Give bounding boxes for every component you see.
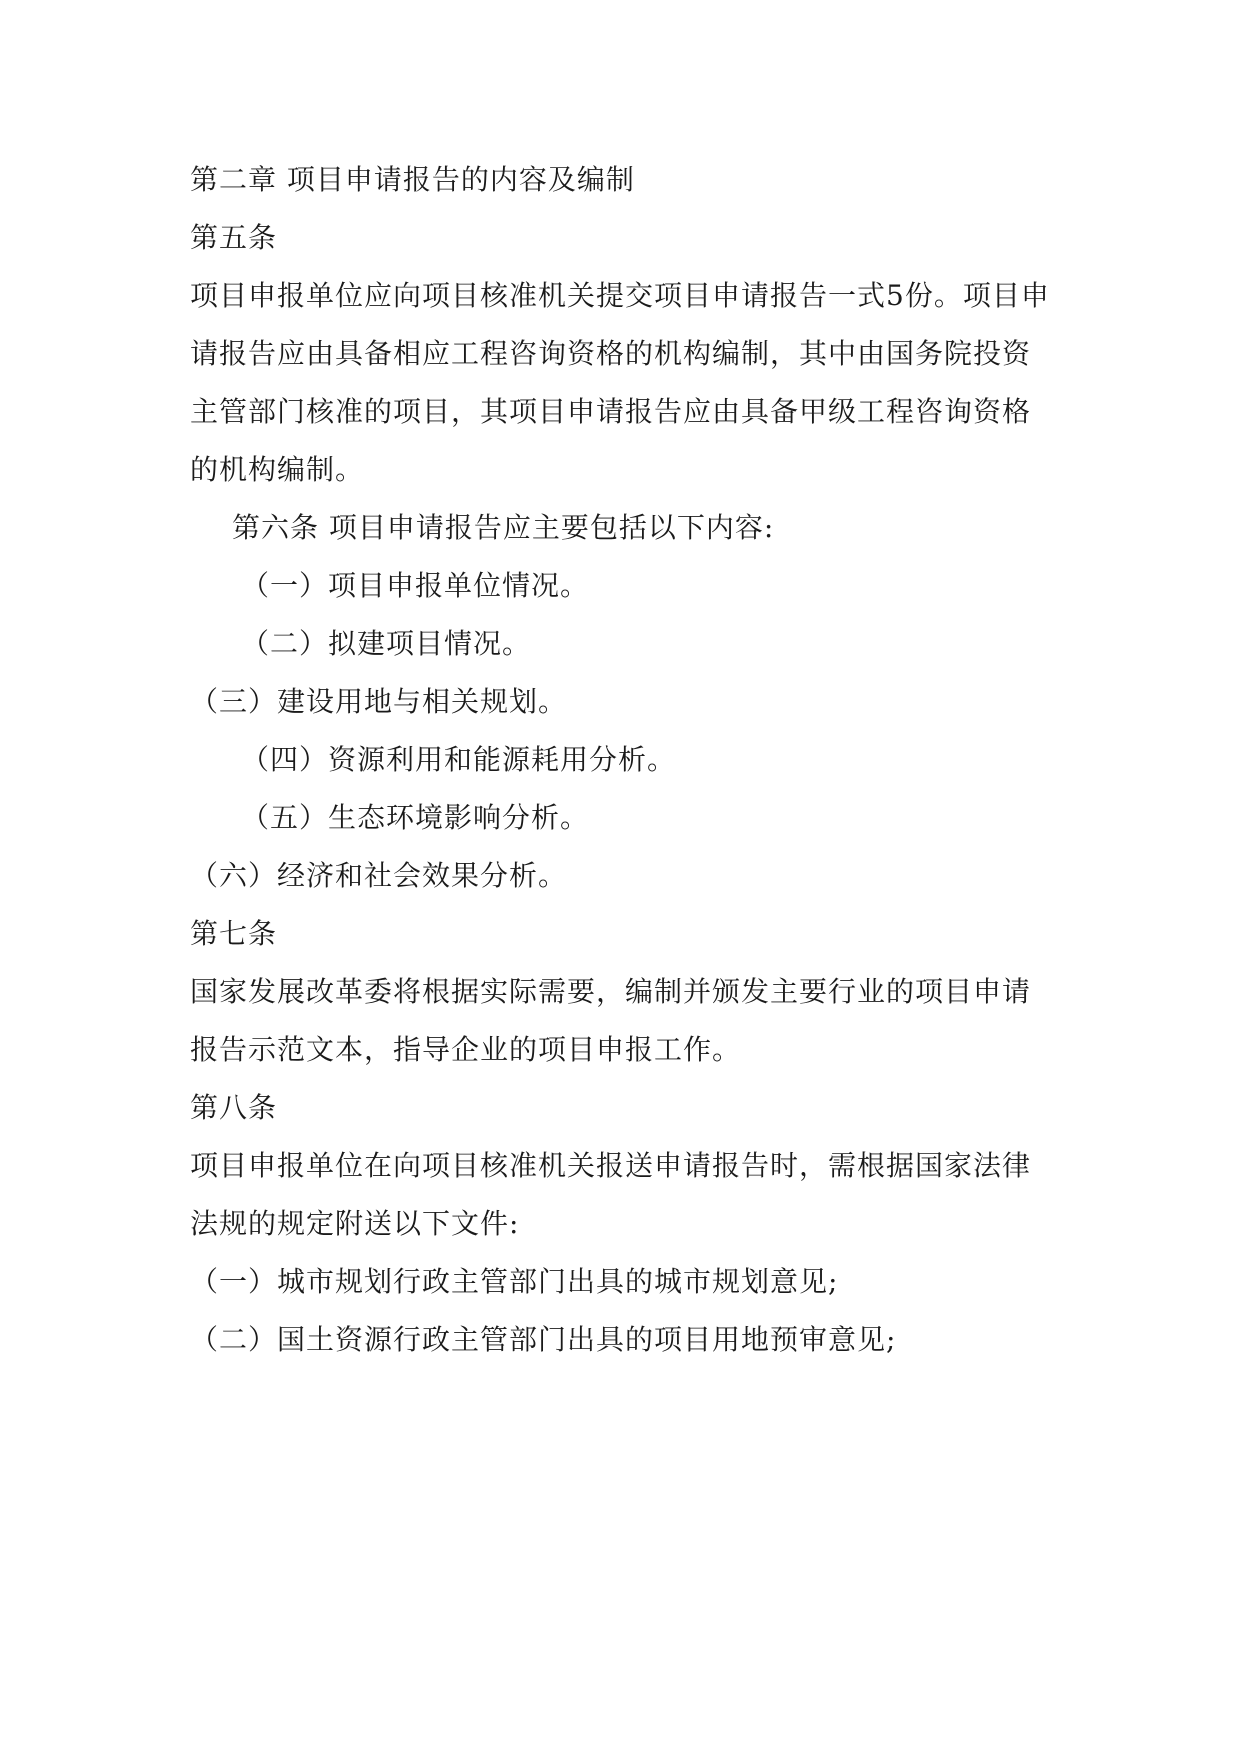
article-6-intro: 第六条 项目申请报告应主要包括以下内容:: [232, 511, 775, 544]
article-8-item-2: （二）国土资源行政主管部门出具的项目用地预审意见;: [190, 1323, 897, 1356]
article-5-line-2: 请报告应由具备相应工程咨询资格的机构编制，其中由国务院投资: [190, 337, 1032, 370]
article-7-heading: 第七条: [190, 917, 278, 950]
article-5-line-4: 的机构编制。: [190, 453, 365, 486]
article-8-line-2: 法规的规定附送以下文件:: [190, 1207, 520, 1240]
article-6-item-3: （三）建设用地与相关规划。: [190, 685, 568, 718]
article-5-heading: 第五条: [190, 221, 278, 254]
article-7-line-2: 报告示范文本，指导企业的项目申报工作。: [190, 1033, 742, 1066]
article-6-item-4: （四）资源利用和能源耗用分析。: [241, 743, 677, 776]
article-5-line-3: 主管部门核准的项目，其项目申请报告应由具备甲级工程咨询资格: [190, 395, 1032, 428]
chapter-title: 第二章 项目申请报告的内容及编制: [190, 163, 635, 196]
article-8-heading: 第八条: [190, 1091, 278, 1124]
article-5-line-1: 项目申报单位应向项目核准机关提交项目申请报告一式5份。项目申: [190, 279, 1050, 312]
article-6-item-1: （一）项目申报单位情况。: [241, 569, 590, 602]
article-6-item-6: （六）经济和社会效果分析。: [190, 859, 568, 892]
article-6-item-2: （二）拟建项目情况。: [241, 627, 532, 660]
article-8-line-1: 项目申报单位在向项目核准机关报送申请报告时，需根据国家法律: [190, 1149, 1032, 1182]
article-6-item-5: （五）生态环境影响分析。: [241, 801, 590, 834]
article-8-item-1: （一）城市规划行政主管部门出具的城市规划意见;: [190, 1265, 839, 1298]
article-7-line-1: 国家发展改革委将根据实际需要，编制并颁发主要行业的项目申请: [190, 975, 1032, 1008]
